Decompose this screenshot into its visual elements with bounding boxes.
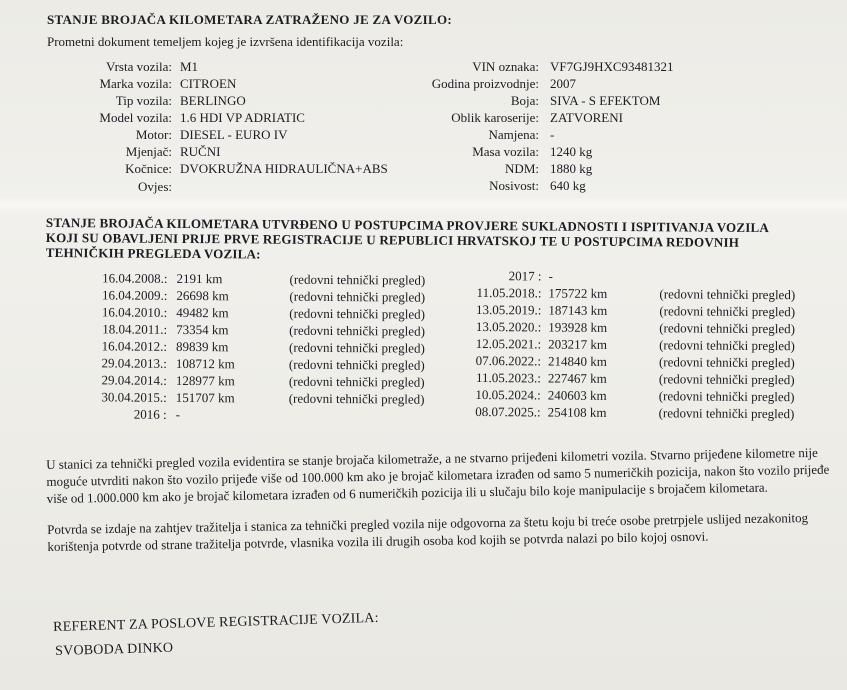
field-value: RUČNI <box>180 144 221 159</box>
reading-km: 89839 km <box>176 338 229 355</box>
reading-note: (redovni tehnički pregled) <box>288 390 425 407</box>
section-title-line: KOJI SU OBAVLJENI PRIJE PRVE REGISTRACIJE U REPUBLICI HRVATSKOJ TE U POSTUPCIMA REDOVNIH <box>45 229 740 250</box>
reading-km: 193928 km <box>548 319 608 335</box>
reading-date: 12.05.2021.: <box>475 336 542 352</box>
field-label: Kočnice: <box>125 161 172 176</box>
reading-date: 16.04.2012.: <box>101 338 168 354</box>
reading-date: 16.04.2008.: <box>102 270 168 286</box>
field-label: Vrsta vozila: <box>105 59 172 74</box>
field-label: Ovjes: <box>138 179 172 194</box>
reading-note: (redovni tehnički pregled) <box>289 288 426 305</box>
notes-section <box>46 444 838 569</box>
field-label: Nosivost: <box>489 178 539 193</box>
field-label: Motor: <box>135 127 172 142</box>
reading-note: (redovni tehnički pregled) <box>658 388 795 405</box>
reading-note: (redovni tehnički pregled) <box>288 373 425 390</box>
reading-note: (redovni tehnički pregled) <box>658 371 795 388</box>
reading-date: 10.05.2024.: <box>475 387 541 403</box>
paper-fold <box>0 196 847 214</box>
field-value: 2007 <box>550 76 576 91</box>
reading-note: (redovni tehnički pregled) <box>289 305 426 322</box>
field-label: Namjena: <box>488 127 539 142</box>
reading-date: 29.04.2014.: <box>101 372 167 388</box>
field-label: NDM: <box>505 161 539 176</box>
reading-date: 13.05.2020.: <box>475 319 542 335</box>
field-value: BERLINGO <box>180 93 246 108</box>
reading-note: (redovni tehnički pregled) <box>289 339 425 356</box>
reading-date: 08.07.2025.: <box>475 404 541 420</box>
note-paragraph: U stanici za tehnički pregled vozila evidentira se stanje brojača kilometraže, a ne stvarno prijeđeni kilometri vozila. Stvarno prijeđene kilometre nije moguće utvrditi nakon što vozilo prijeđe više od 100.000 km ako je brojač kilometara izrađen od samo 5 numeričkih pozicija, nakon što vozilo prijeđe više od 1.000.000 km ako je brojač kilometara izrađen od 6 numeričkih pozicija ili u slučaju bilo koje manipulacije s brojačem kilometara. <box>46 444 830 506</box>
field-label: Tip vozila: <box>115 93 172 108</box>
reading-note: (redovni tehnički pregled) <box>659 320 796 337</box>
reading-km: - <box>175 406 181 422</box>
reading-km: 187143 km <box>548 302 608 318</box>
reading-km: 175722 km <box>548 285 608 301</box>
reading-note: (redovni tehnički pregled) <box>289 271 426 288</box>
reading-km: 73354 km <box>176 321 229 338</box>
odometer-history-section <box>45 215 836 422</box>
note-paragraph: Potvrda se izdaje na zahtjev tražitelja i stanica za tehnički pregled vozila nije odgovorna za štetu koju bi treće osobe pretrpjele uslijed nezakonitog korištenja potvrde od strane tražitelja potvrde, vlasnika vozila ili drugih osoba kod kojih se potvrda nalazi po bilo kojoj osnovi. <box>47 510 809 554</box>
field-value: VF7GJ9HXC93481321 <box>550 59 674 74</box>
field-label: Marka vozila: <box>99 76 172 91</box>
reading-km: 203217 km <box>548 336 608 352</box>
reading-km: 240603 km <box>547 387 607 403</box>
reading-date: 11.05.2023.: <box>475 370 541 386</box>
reading-note: (redovni tehnički pregled) <box>659 303 796 320</box>
reading-date: 07.06.2022.: <box>475 353 542 369</box>
reading-date: 16.04.2009.: <box>102 287 168 303</box>
reading-km: 26698 km <box>176 287 229 304</box>
reading-date: 13.05.2019.: <box>475 302 542 318</box>
field-label: Model vozila: <box>99 110 172 125</box>
reading-date: 11.05.2018.: <box>476 285 542 301</box>
reading-km: - <box>548 268 553 284</box>
reading-note: (redovni tehnički pregled) <box>659 286 796 303</box>
reading-date: 18.04.2011.: <box>102 321 168 337</box>
reading-date: 2016 : <box>133 406 167 422</box>
field-value: DIESEL - EURO IV <box>180 127 288 142</box>
reading-date: 16.04.2010.: <box>101 304 168 320</box>
document-subtitle: Prometni dokument temeljem kojeg je izvršena identifikacija vozila: <box>47 34 404 49</box>
field-value: - <box>550 127 555 142</box>
reading-km: 254108 km <box>547 404 607 420</box>
reading-km: 227467 km <box>547 370 607 386</box>
reading-note: (redovni tehnički pregled) <box>289 322 425 339</box>
reading-km: 108712 km <box>175 355 235 372</box>
field-value: M1 <box>180 59 199 74</box>
field-value: DVOKRUŽNA HIDRAULIČNA+ABS <box>180 161 388 176</box>
section-title-line: STANJE BROJAČA KILOMETARA UTVRĐENO U POSTUPCIMA PROVJERE SUKLADNOSTI I ISPITIVANJA VOZILA <box>45 215 770 236</box>
reading-note: (redovni tehnički pregled) <box>659 337 795 354</box>
reading-km: 49482 km <box>176 304 229 321</box>
reading-note: (redovni tehnički pregled) <box>288 356 425 373</box>
field-value: SIVA - S EFEKTOM <box>550 93 661 108</box>
field-value: 1240 kg <box>550 144 593 159</box>
reading-km: 2191 km <box>176 270 223 287</box>
section-title-line: TEHNIČKIH PREGLEDA VOZILA: <box>45 244 261 262</box>
reading-note: (redovni tehnički pregled) <box>658 405 795 422</box>
field-label: Mjenjač: <box>125 144 172 159</box>
reading-date: 30.04.2015.: <box>101 389 167 405</box>
document-title: STANJE BROJAČA KILOMETARA ZATRAŽENO JE ZA VOZILO: <box>47 12 452 27</box>
field-value: CITROEN <box>180 76 237 91</box>
officer-role: REFERENT ZA POSLOVE REGISTRACIJE VOZILA: <box>53 610 379 635</box>
field-value: 1880 kg <box>550 161 593 176</box>
reading-km: 151707 km <box>175 389 235 406</box>
field-value: ZATVORENI <box>550 110 623 125</box>
field-label: VIN oznaka: <box>472 59 539 74</box>
field-label: Oblik karoserije: <box>451 110 539 125</box>
reading-date: 29.04.2013.: <box>101 355 168 371</box>
field-label: Godina proizvodnje: <box>431 76 539 91</box>
field-value: 1.6 HDI VP ADRIATIC <box>180 110 305 125</box>
reading-km: 214840 km <box>547 353 607 369</box>
field-label: Masa vozila: <box>472 144 539 159</box>
officer-name: SVOBODA DINKO <box>55 640 174 659</box>
reading-date: 2017 : <box>508 268 542 284</box>
field-label: Boja: <box>510 93 539 108</box>
reading-note: (redovni tehnički pregled) <box>658 354 795 371</box>
field-value: 640 kg <box>550 178 586 193</box>
reading-km: 128977 km <box>175 372 235 389</box>
